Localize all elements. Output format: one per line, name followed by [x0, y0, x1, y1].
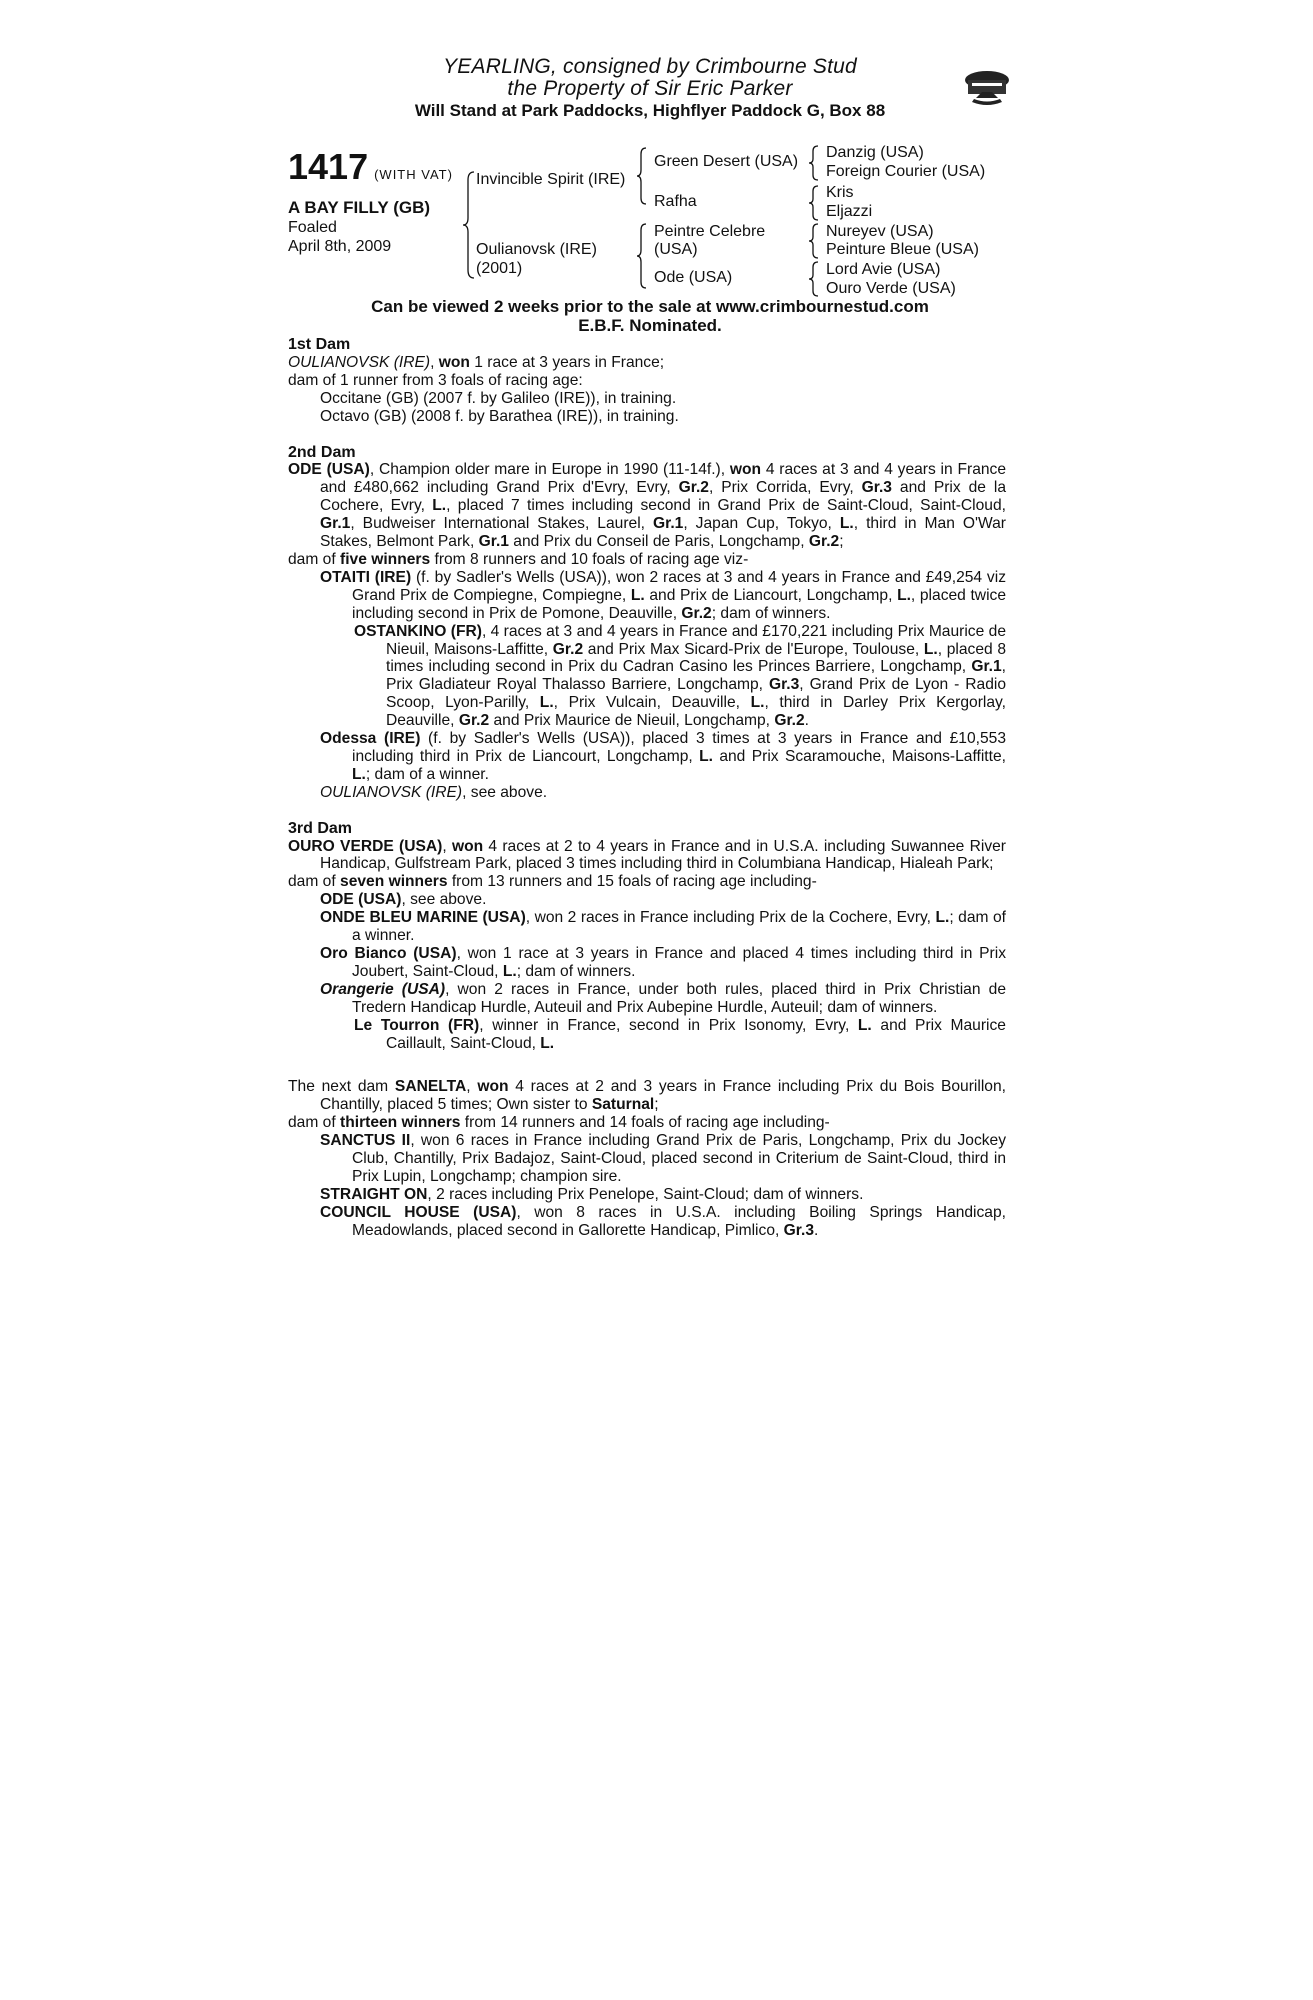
- third-dam-produce-line: dam of seven winners from 13 runners and 15 foals of racing age including-: [288, 873, 817, 891]
- progeny-otaiti: OTAITI (IRE) (f. by Sadler's Wells (USA)), won 2 races at 3 and 4 years in France and £49,254 viz Grand Prix de Compiegne, Compiegne, L. and Prix de Liancourt, Longchamp, L., placed twice including second in Prix de Pomone, Deauville, Gr.2; dam of winners.: [320, 568, 1006, 622]
- pedigree-brace-ds: [808, 222, 820, 260]
- pedigree-sire-sire: Green Desert (USA): [654, 153, 799, 170]
- first-dam-heading: 1st Dam: [288, 336, 351, 353]
- pedigree-dsd: Peinture Bleue (USA): [826, 241, 979, 258]
- viewing-note: Can be viewed 2 weeks prior to the sale at www.crimbournestud.com: [371, 297, 929, 316]
- next-dam-entry: The next dam SANELTA, won 4 races at 2 and 3 years in France including Prix du Bois Bourillon, Chantilly, placed 5 times; Own sister to Saturnal;: [288, 1078, 1006, 1114]
- pedigree-dam-sire-2: (USA): [654, 241, 698, 258]
- progeny-orangerie: Orangerie (USA), won 2 races in France, under both rules, placed third in Prix Christian de Tredern Handicap Hurdle, Auteuil and Prix Aubepine Hurdle, Auteuil; dam of winners.: [320, 980, 1006, 1016]
- pedigree-ssd: Foreign Courier (USA): [826, 163, 986, 180]
- lot-info: [288, 146, 453, 256]
- pedigree-ddd: Ouro Verde (USA): [826, 280, 956, 297]
- pedigree-brace-ss: [808, 144, 820, 182]
- page-header: [280, 56, 1020, 122]
- pedigree-sire: Invincible Spirit (IRE): [476, 171, 626, 188]
- progeny-oro-bianco: Oro Bianco (USA), won 1 race at 3 years in France and placed 4 times including third in Prix Joubert, Saint-Cloud, L.; dam of winners.: [320, 945, 1006, 980]
- progeny-odessa: Odessa (IRE) (f. by Sadler's Wells (USA)), placed 3 times at 3 years in France and £10,553 including third in Prix de Liancourt, Longchamp, L. and Prix Scaramouche, Maisons-Laffitte, L.; dam of a winner.: [320, 730, 1006, 783]
- pedigree-brace-main: [462, 170, 476, 280]
- first-dam-produce-line: dam of 1 runner from 3 foals of racing age:: [288, 371, 583, 389]
- first-dam-progeny-1: Occitane (GB) (2007 f. by Galileo (IRE)), in training.: [320, 389, 677, 407]
- third-dam-heading: 3rd Dam: [288, 819, 353, 837]
- first-dam-entry: OULIANOVSK (IRE), won 1 race at 3 years in France;: [288, 353, 665, 371]
- foaled-date: April 8th, 2009: [288, 238, 392, 255]
- progeny-ode: ODE (USA), see above.: [320, 891, 487, 909]
- lot-description: A BAY FILLY (GB): [288, 198, 431, 217]
- second-dam-entry: ODE (USA), Champion older mare in Europe in 1990 (11-14f.), won 4 races at 3 and 4 years in France and £480,662 including Grand Prix d'Evry, Evry, Gr.2, Prix Corrida, Evry, Gr.3 and Prix de la Cochere, Evry, L., placed 7 times including second in Grand Prix de Saint-Cloud, Saint-Cloud, Gr.1, Budweiser International Stakes, Laurel, Gr.1, Japan Cup, Tokyo, L., third in Man O'War Stakes, Belmont Park, Gr.1 and Prix du Conseil de Paris, Longchamp, Gr.2;: [288, 461, 1007, 551]
- second-dam-heading: 2nd Dam: [288, 443, 356, 461]
- pedigree-brace-sd: [808, 184, 820, 222]
- pedigree-dam-sire-1: Peintre Celebre: [654, 223, 766, 240]
- progeny-council-house: COUNCIL HOUSE (USA), won 8 races in U.S.A. including Boiling Springs Handicap, Meadowlands, placed second in Gallorette Handicap, Pimlico, Gr.3.: [320, 1203, 1006, 1239]
- progeny-sanctus-ii: SANCTUS II, won 6 races in France including Grand Prix de Paris, Longchamp, Prix du Jockey Club, Chantilly, Prix Badajoz, Saint-Cloud, placed second in Criterium de Saint-Cloud, third in Prix Lupin, Longchamp; champion sire.: [320, 1132, 1007, 1185]
- pedigree-dam: Oulianovsk (IRE): [476, 241, 597, 258]
- progeny-onde-bleu-marine: ONDE BLEU MARINE (USA), won 2 races in France including Prix de la Cochere, Evry, L.; dam of a winner.: [320, 909, 1006, 945]
- progeny-le-tourron: Le Tourron (FR), winner in France, second in Prix Isonomy, Evry, L. and Prix Maurice Caillault, Saint-Cloud, L.: [354, 1016, 1006, 1052]
- pedigree-sdd: Eljazzi: [826, 203, 873, 220]
- pedigree-sds: Kris: [826, 184, 854, 201]
- header-owner: the Property of Sir Eric Parker: [507, 77, 793, 100]
- third-dam-entry: OURO VERDE (USA), won 4 races at 2 to 4 years in France and in U.S.A. including Suwannee River Handicap, Gulfstream Park, placed 3 times including third in Columbiana Handicap, Hialeah Park;: [288, 837, 1006, 873]
- next-dam-produce-line: dam of thirteen winners from 14 runners and 14 foals of racing age including-: [288, 1114, 830, 1132]
- first-dam-progeny-2: Octavo (GB) (2008 f. by Barathea (IRE)), in training.: [320, 407, 679, 425]
- header-consignor: YEARLING, consigned by Crimbourne Stud: [443, 55, 857, 78]
- header-location: Will Stand at Park Paddocks, Highflyer Paddock G, Box 88: [414, 101, 886, 120]
- pedigree-dss: Nureyev (USA): [826, 223, 934, 240]
- second-dam-produce-line: dam of five winners from 8 runners and 10 foals of racing age viz-: [288, 550, 749, 568]
- pedigree-brace-dd: [808, 260, 820, 298]
- catalogue-body: [288, 336, 1006, 1240]
- lot-number: 1417: [288, 146, 369, 187]
- pedigree-dam-dam: Ode (USA): [654, 269, 733, 286]
- progeny-straight-on: STRAIGHT ON, 2 races including Prix Penelope, Saint-Cloud; dam of winners.: [320, 1185, 864, 1203]
- pedigree-brace-sire: [636, 146, 648, 206]
- foaled-label: Foaled: [288, 219, 337, 236]
- pedigree-brace-dam: [636, 222, 648, 290]
- pedigree-sire-dam: Rafha: [654, 193, 697, 210]
- pedigree-sss: Danzig (USA): [826, 144, 924, 161]
- progeny-ostankino: OSTANKINO (FR), 4 races at 3 and 4 years in France and £170,221 including Prix Maurice de Nieuil, Maisons-Laffitte, Gr.2 and Prix Max Sicard-Prix de l'Europe, Toulouse, L., placed 8 times including second in Prix du Cadran Casino les Princes Barriere, Longchamp, Gr.1, Prix Gladiateur Royal Thalasso Barriere, Longchamp, Gr.3, Grand Prix de Lyon - Radio Scoop, Lyon-Parilly, L., Prix Vulcain, Deauville, L., third in Darley Prix Kergorlay, Deauville, Gr.2 and Prix Maurice de Nieuil, Longchamp, Gr.2.: [354, 622, 1007, 730]
- pedigree-dds: Lord Avie (USA): [826, 261, 941, 278]
- vat-note: (WITH VAT): [374, 167, 453, 182]
- progeny-oulianovsk: OULIANOVSK (IRE), see above.: [320, 783, 548, 801]
- ebf-note: E.B.F. Nominated.: [578, 316, 722, 335]
- pedigree-dam-year: (2001): [476, 260, 523, 277]
- stud-logo-icon: [962, 68, 1012, 108]
